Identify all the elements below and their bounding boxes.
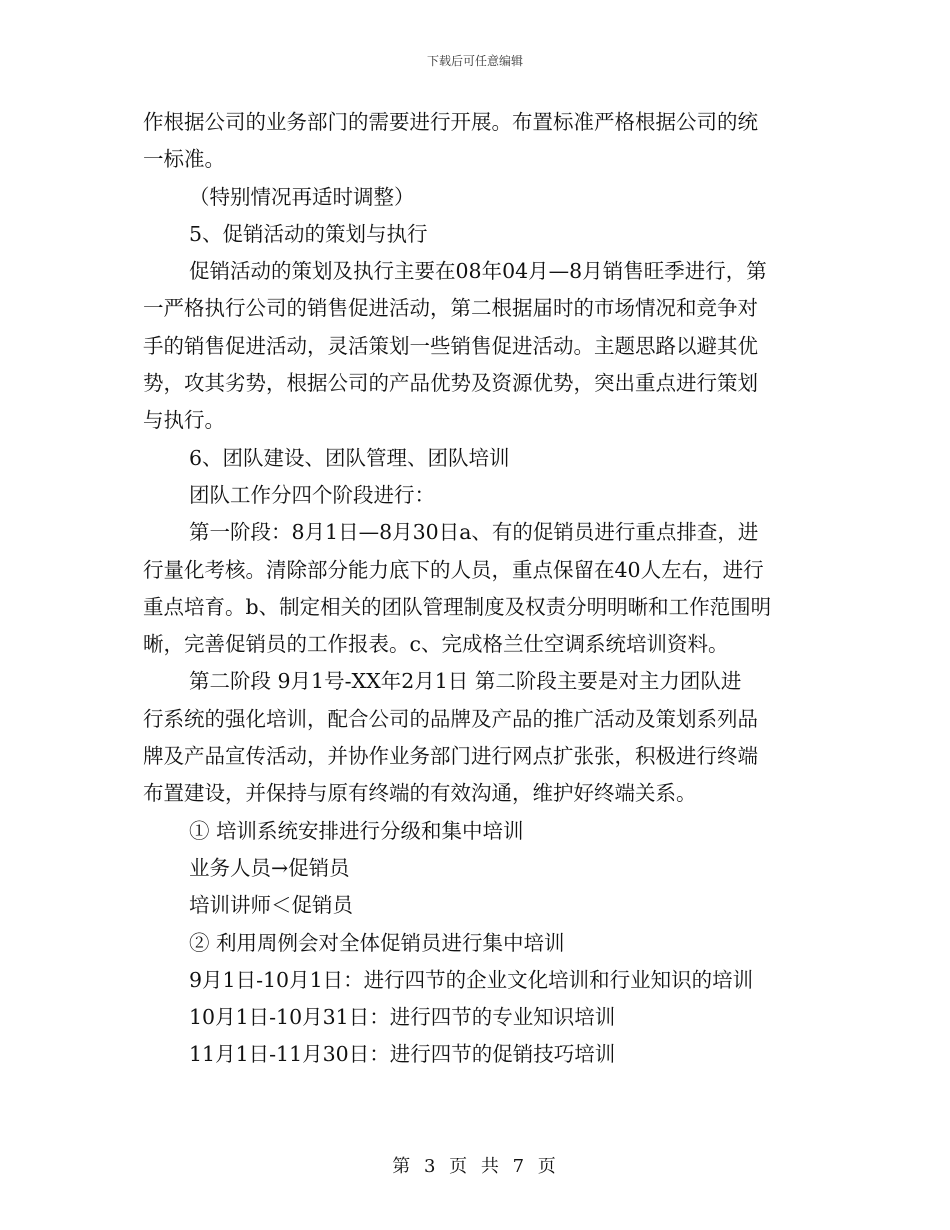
body-line: 行系统的强化培训，配合公司的品牌及产品的推广活动及策划系列品 [143, 706, 758, 731]
body-line: （特别情况再适时调整） [189, 184, 415, 209]
list-item: 业务人员→促销员 [189, 855, 350, 880]
page-header: 下载后可任意编辑 [426, 54, 523, 68]
body-line: 第一阶段：8月1日—8月30日a、有的促销员进行重点排查，进 [189, 520, 759, 545]
document-body [143, 104, 813, 1074]
body-line: 重点培育。b、制定相关的团队管理制度及权责分明明晰和工作范围明 [143, 594, 772, 619]
body-line: 布置建设，并保持与原有终端的有效沟通，维护好终端关系。 [143, 781, 697, 806]
body-line: 一标准。 [143, 147, 225, 172]
list-item: ① 培训系统安排进行分级和集中培训 [189, 818, 524, 843]
body-line: 手的销售促进活动，灵活策划一些销售促进活动。主题思路以避其优 [143, 333, 758, 358]
body-line: 作根据公司的业务部门的需要进行开展。布置标准严格根据公司的统 [143, 110, 758, 134]
body-line: 团队工作分四个阶段进行： [189, 482, 435, 507]
schedule-item: 11月1日-11月30日：进行四节的促销技巧培训 [189, 1042, 616, 1067]
body-line: 晰，完善促销员的工作报表。c、完成格兰仕空调系统培训资料。 [143, 632, 729, 657]
body-line: 行量化考核。清除部分能力底下的人员，重点保留在40人左右，进行 [143, 557, 764, 582]
section-heading: 6、团队建设、团队管理、团队培训 [189, 445, 510, 470]
body-line: 与执行。 [143, 408, 225, 433]
body-line: 牌及产品宣传活动，并协作业务部门进行网点扩张张，积极进行终端 [143, 744, 758, 769]
body-line: 一严格执行公司的销售促进活动，第二根据届时的市场情况和竞争对 [143, 296, 758, 321]
schedule-item: 10月1日-10月31日：进行四节的专业知识培训 [189, 1005, 616, 1030]
list-item: 培训讲师＜促销员 [189, 893, 353, 918]
body-line: 促销活动的策划及执行主要在08年04月—8月销售旺季进行，第 [189, 259, 767, 284]
section-heading: 5、促销活动的策划与执行 [189, 221, 428, 246]
schedule-item: 9月1日-10月1日：进行四节的企业文化培训和行业知识的培训 [189, 967, 754, 992]
list-item: ② 利用周例会对全体促销员进行集中培训 [189, 930, 565, 955]
page-footer: 第 3 页 共 7 页 [392, 1156, 558, 1177]
body-line: 势，攻其劣势，根据公司的产品优势及资源优势，突出重点进行策划 [143, 371, 758, 396]
body-line: 第二阶段 9月1号-XX年2月1日 第二阶段主要是对主力团队进 [189, 669, 742, 694]
